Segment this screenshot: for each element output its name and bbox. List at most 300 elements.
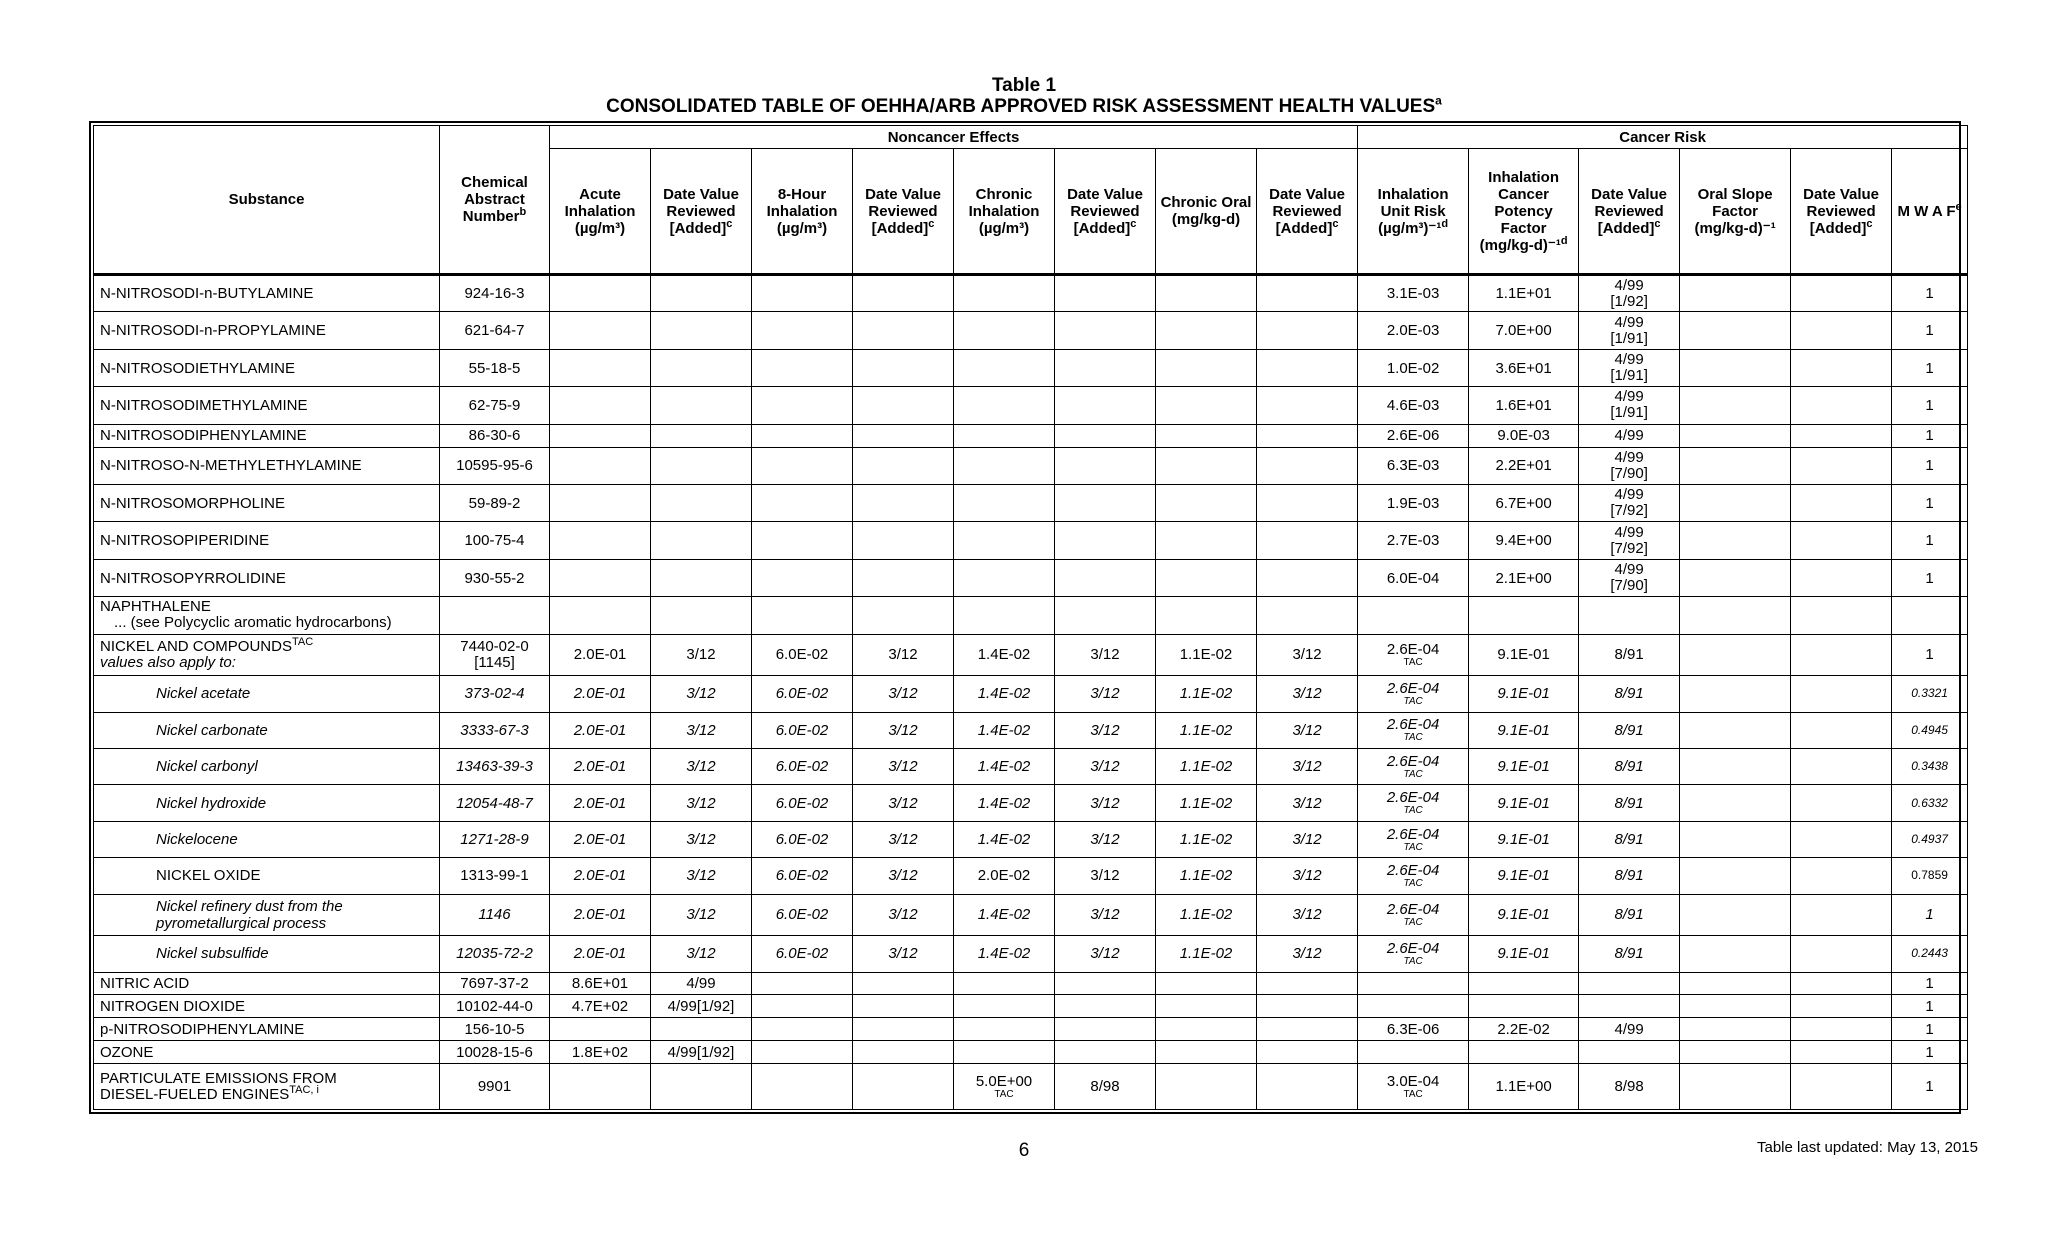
empty-cell bbox=[1791, 597, 1892, 634]
empty-cell bbox=[752, 484, 853, 521]
empty-cell bbox=[853, 1064, 954, 1110]
unit-risk bbox=[1358, 972, 1469, 995]
table-row bbox=[94, 676, 1968, 712]
empty-cell bbox=[651, 1064, 752, 1110]
acute-inhalation: 8.6E+01 bbox=[550, 972, 651, 995]
substance-name: p-NITROSODIPHENYLAMINE bbox=[94, 1018, 440, 1041]
table-row bbox=[94, 1064, 1968, 1110]
empty-cell bbox=[1156, 312, 1257, 349]
acute-inhalation bbox=[550, 1018, 651, 1041]
maf-value: 1 bbox=[1892, 312, 1968, 349]
empty-cell bbox=[752, 1041, 853, 1064]
empty-cell bbox=[954, 559, 1055, 596]
table-row bbox=[94, 597, 1968, 634]
empty-cell bbox=[1680, 821, 1791, 857]
date-reviewed: 3/12 bbox=[853, 785, 954, 821]
maf-value: 1 bbox=[1892, 1041, 1968, 1064]
empty-cell bbox=[954, 275, 1055, 312]
empty-cell bbox=[1680, 634, 1791, 676]
potency-factor: 2.2E+01 bbox=[1469, 447, 1579, 484]
empty-cell bbox=[651, 447, 752, 484]
empty-cell bbox=[752, 1018, 853, 1041]
unit-risk: 2.6E-04 TAC bbox=[1358, 858, 1469, 894]
empty-cell bbox=[1791, 349, 1892, 386]
maf-value: 1 bbox=[1892, 559, 1968, 596]
empty-cell bbox=[752, 597, 853, 634]
empty-cell bbox=[752, 424, 853, 447]
empty-cell bbox=[954, 972, 1055, 995]
date-reviewed: 3/12 bbox=[853, 749, 954, 785]
header-chronic-inhalation: Chronic Inhalation (µg/m³) bbox=[954, 149, 1055, 275]
table-row bbox=[94, 749, 1968, 785]
empty-cell bbox=[1156, 387, 1257, 424]
date-reviewed: 3/12 bbox=[1055, 712, 1156, 748]
substance-name: Nickel carbonate bbox=[94, 712, 440, 748]
date-reviewed: 3/12 bbox=[1257, 634, 1358, 676]
maf-value: 0.7859 bbox=[1892, 858, 1968, 894]
table-row bbox=[94, 387, 1968, 424]
hour8-inhalation: 6.0E-02 bbox=[752, 712, 853, 748]
empty-cell bbox=[1791, 424, 1892, 447]
empty-cell bbox=[1680, 712, 1791, 748]
maf-value: 1 bbox=[1892, 972, 1968, 995]
unit-risk: 2.0E-03 bbox=[1358, 312, 1469, 349]
empty-cell bbox=[1791, 1064, 1892, 1110]
cas-number: 156-10-5 bbox=[440, 1018, 550, 1041]
date-reviewed: 3/12 bbox=[853, 634, 954, 676]
maf-value: 0.6332 bbox=[1892, 785, 1968, 821]
substance-name: OZONE bbox=[94, 1041, 440, 1064]
cancer-date: 8/91 bbox=[1579, 676, 1680, 712]
empty-cell bbox=[1680, 995, 1791, 1018]
header-cas: Chemical Abstract Number$^b$ bbox=[440, 126, 550, 275]
date-reviewed: 3/12 bbox=[853, 676, 954, 712]
empty-cell bbox=[752, 312, 853, 349]
empty-cell bbox=[853, 522, 954, 559]
header-oral-slope: Oral Slope Factor (mg/kg-d)⁻¹ bbox=[1680, 149, 1791, 275]
empty-cell bbox=[1791, 894, 1892, 936]
cas-number: 10028-15-6 bbox=[440, 1041, 550, 1064]
cancer-date: 4/99 [7/90] bbox=[1579, 447, 1680, 484]
unit-risk: 2.6E-04 TAC bbox=[1358, 785, 1469, 821]
table-row bbox=[94, 484, 1968, 521]
empty-cell bbox=[954, 349, 1055, 386]
acute-inhalation: 2.0E-01 bbox=[550, 712, 651, 748]
substance-name: NICKEL AND $COMPOUNDS^{TAC}$ values also apply to: bbox=[94, 634, 440, 676]
date-reviewed: 3/12 bbox=[651, 821, 752, 857]
empty-cell bbox=[1156, 1041, 1257, 1064]
header-date-5: Date Value Reviewed [Added]$^c$ bbox=[1579, 149, 1680, 275]
header-unit-risk: Inhalation Unit Risk (µg/m³)⁻¹$^d$ bbox=[1358, 149, 1469, 275]
empty-cell bbox=[1791, 712, 1892, 748]
empty-cell bbox=[1680, 1041, 1791, 1064]
potency-factor: 9.0E-03 bbox=[1469, 424, 1579, 447]
cas-number: 10595-95-6 bbox=[440, 447, 550, 484]
empty-cell bbox=[1791, 275, 1892, 312]
empty-cell bbox=[1156, 559, 1257, 596]
unit-risk: 2.6E-04 TAC bbox=[1358, 712, 1469, 748]
date-reviewed: 3/12 bbox=[1257, 858, 1358, 894]
empty-cell bbox=[1791, 821, 1892, 857]
cas-number: 55-18-5 bbox=[440, 349, 550, 386]
potency-factor: 6.7E+00 bbox=[1469, 484, 1579, 521]
unit-risk: 1.9E-03 bbox=[1358, 484, 1469, 521]
empty-cell bbox=[1055, 484, 1156, 521]
empty-cell bbox=[1055, 275, 1156, 312]
date-reviewed: 3/12 bbox=[1055, 858, 1156, 894]
empty-cell bbox=[1156, 349, 1257, 386]
unit-risk: 6.0E-04 bbox=[1358, 559, 1469, 596]
cancer-date: 4/99 [7/90] bbox=[1579, 559, 1680, 596]
empty-cell bbox=[550, 275, 651, 312]
substance-name: N-NITROSOMORPHOLINE bbox=[94, 484, 440, 521]
acute-inhalation: 2.0E-01 bbox=[550, 936, 651, 972]
cas-number: 1146 bbox=[440, 894, 550, 936]
hour8-inhalation: 6.0E-02 bbox=[752, 894, 853, 936]
empty-cell bbox=[1680, 676, 1791, 712]
cancer-date: 8/91 bbox=[1579, 858, 1680, 894]
empty-cell bbox=[1156, 447, 1257, 484]
substance-name: N-NITROSOPYRROLIDINE bbox=[94, 559, 440, 596]
table-row bbox=[94, 275, 1968, 312]
cas-number: 930-55-2 bbox=[440, 559, 550, 596]
table-row bbox=[94, 972, 1968, 995]
group-noncancer: Noncancer Effects bbox=[550, 126, 1358, 149]
empty-cell bbox=[1257, 312, 1358, 349]
date-reviewed: 3/12 bbox=[651, 749, 752, 785]
empty-cell bbox=[1055, 1041, 1156, 1064]
maf-value: 0.4945 bbox=[1892, 712, 1968, 748]
substance-name: Nickel acetate bbox=[94, 676, 440, 712]
maf-value: 1 bbox=[1892, 1064, 1968, 1110]
chronic-oral: 1.1E-02 bbox=[1156, 634, 1257, 676]
chronic-oral: 1.1E-02 bbox=[1156, 858, 1257, 894]
header-8hour: 8-Hour Inhalation (µg/m³) bbox=[752, 149, 853, 275]
unit-risk: 2.7E-03 bbox=[1358, 522, 1469, 559]
substance-name: N-NITROSOPIPERIDINE bbox=[94, 522, 440, 559]
date-reviewed: 4/99[1/92] bbox=[651, 995, 752, 1018]
cancer-date: 4/99 [7/92] bbox=[1579, 484, 1680, 521]
potency-factor: 9.1E-01 bbox=[1469, 858, 1579, 894]
empty-cell bbox=[1469, 597, 1579, 634]
empty-cell bbox=[1055, 995, 1156, 1018]
unit-risk: 2.6E-06 bbox=[1358, 424, 1469, 447]
date-reviewed: 4/99 bbox=[651, 972, 752, 995]
header-date-3: Date Value Reviewed [Added]$^c$ bbox=[1055, 149, 1156, 275]
empty-cell bbox=[853, 484, 954, 521]
table-row bbox=[94, 858, 1968, 894]
empty-cell bbox=[1156, 1018, 1257, 1041]
maf-value: 1 bbox=[1892, 1018, 1968, 1041]
empty-cell bbox=[1791, 559, 1892, 596]
chronic-oral: 1.1E-02 bbox=[1156, 936, 1257, 972]
cas-number: 924-16-3 bbox=[440, 275, 550, 312]
cancer-date: 8/91 bbox=[1579, 821, 1680, 857]
chronic-inhalation: 1.4E-02 bbox=[954, 785, 1055, 821]
date-reviewed: 3/12 bbox=[651, 858, 752, 894]
potency-factor: 9.1E-01 bbox=[1469, 821, 1579, 857]
empty-cell bbox=[1680, 387, 1791, 424]
empty-cell bbox=[1257, 387, 1358, 424]
empty-cell bbox=[1680, 785, 1791, 821]
cancer-date: 4/99 [1/91] bbox=[1579, 349, 1680, 386]
empty-cell bbox=[651, 275, 752, 312]
header-potency: Inhalation Cancer Potency Factor (mg/kg-d)⁻¹$^d$ bbox=[1469, 149, 1579, 275]
chronic-oral: 1.1E-02 bbox=[1156, 712, 1257, 748]
last-updated: Table last updated: May 13, 2015 bbox=[1757, 1139, 1978, 1156]
empty-cell bbox=[1791, 972, 1892, 995]
cancer-date: 8/91 bbox=[1579, 749, 1680, 785]
cas-number: 62-75-9 bbox=[440, 387, 550, 424]
cas-number: 12035-72-2 bbox=[440, 936, 550, 972]
cas-number: 86-30-6 bbox=[440, 424, 550, 447]
header-date-6: Date Value Reviewed [Added]$^c$ bbox=[1791, 149, 1892, 275]
empty-cell bbox=[752, 387, 853, 424]
unit-risk: 2.6E-04 TAC bbox=[1358, 634, 1469, 676]
cas-number: 10102-44-0 bbox=[440, 995, 550, 1018]
empty-cell bbox=[1791, 785, 1892, 821]
chronic-inhalation: 1.4E-02 bbox=[954, 676, 1055, 712]
empty-cell bbox=[1257, 275, 1358, 312]
cancer-date: 8/91 bbox=[1579, 936, 1680, 972]
empty-cell bbox=[651, 484, 752, 521]
empty-cell bbox=[954, 312, 1055, 349]
hour8-inhalation: 6.0E-02 bbox=[752, 821, 853, 857]
empty-cell bbox=[1257, 597, 1358, 634]
unit-risk bbox=[1358, 1041, 1469, 1064]
cas-number: 373-02-4 bbox=[440, 676, 550, 712]
empty-cell bbox=[651, 312, 752, 349]
maf-value: 1 bbox=[1892, 387, 1968, 424]
empty-cell bbox=[550, 387, 651, 424]
empty-cell bbox=[1156, 995, 1257, 1018]
table-row bbox=[94, 1041, 1968, 1064]
empty-cell bbox=[550, 349, 651, 386]
date-reviewed: 3/12 bbox=[1055, 749, 1156, 785]
cancer-date: 8/91 bbox=[1579, 712, 1680, 748]
empty-cell bbox=[1680, 484, 1791, 521]
unit-risk: 4.6E-03 bbox=[1358, 387, 1469, 424]
empty-cell bbox=[752, 349, 853, 386]
empty-cell bbox=[1156, 484, 1257, 521]
date-reviewed: 3/12 bbox=[1055, 676, 1156, 712]
unit-risk: 3.1E-03 bbox=[1358, 275, 1469, 312]
table-body bbox=[94, 275, 1968, 1110]
unit-risk: 2.6E-04 TAC bbox=[1358, 749, 1469, 785]
table-row bbox=[94, 712, 1968, 748]
empty-cell bbox=[1791, 484, 1892, 521]
empty-cell bbox=[853, 387, 954, 424]
chronic-inhalation: 2.0E-02 bbox=[954, 858, 1055, 894]
cas-number: 7697-37-2 bbox=[440, 972, 550, 995]
table-subtitle: CONSOLIDATED TABLE OF OEHHA/ARB APPROVED RISK ASSESSMENT HEALTH VALUES$^a$ bbox=[606, 93, 1442, 117]
cancer-date: 4/99 [1/91] bbox=[1579, 312, 1680, 349]
empty-cell bbox=[1156, 597, 1257, 634]
potency-factor: 9.1E-01 bbox=[1469, 749, 1579, 785]
empty-cell bbox=[550, 522, 651, 559]
empty-cell bbox=[1680, 559, 1791, 596]
potency-factor: 9.1E-01 bbox=[1469, 634, 1579, 676]
empty-cell bbox=[954, 424, 1055, 447]
table-row bbox=[94, 894, 1968, 936]
unit-risk: 1.0E-02 bbox=[1358, 349, 1469, 386]
empty-cell bbox=[1791, 522, 1892, 559]
empty-cell bbox=[550, 484, 651, 521]
potency-factor bbox=[1469, 995, 1579, 1018]
cas-number: 1271-28-9 bbox=[440, 821, 550, 857]
empty-cell bbox=[853, 597, 954, 634]
date-reviewed: 3/12 bbox=[1257, 712, 1358, 748]
maf-value: 1 bbox=[1892, 349, 1968, 386]
date-reviewed: 3/12 bbox=[1257, 936, 1358, 972]
cancer-date: 4/99 [1/92] bbox=[1579, 275, 1680, 312]
empty-cell bbox=[853, 995, 954, 1018]
substance-name: PARTICULATE EMISSIONS FROM DIESEL-FUELED $ENGINES^{TAC, i}$ bbox=[94, 1064, 440, 1110]
empty-cell bbox=[1358, 597, 1469, 634]
chronic-oral: 1.1E-02 bbox=[1156, 894, 1257, 936]
empty-cell bbox=[1791, 676, 1892, 712]
empty-cell bbox=[1257, 484, 1358, 521]
table-row bbox=[94, 634, 1968, 676]
empty-cell bbox=[550, 597, 651, 634]
cancer-date: 8/91 bbox=[1579, 634, 1680, 676]
unit-risk bbox=[1358, 995, 1469, 1018]
maf-value: 1 bbox=[1892, 995, 1968, 1018]
cancer-date: 4/99 [7/92] bbox=[1579, 522, 1680, 559]
cancer-date: 8/91 bbox=[1579, 894, 1680, 936]
empty-cell bbox=[954, 1041, 1055, 1064]
date-reviewed: 3/12 bbox=[1257, 821, 1358, 857]
chronic-oral: 1.1E-02 bbox=[1156, 785, 1257, 821]
chronic-oral: 1.1E-02 bbox=[1156, 821, 1257, 857]
date-reviewed: 3/12 bbox=[1257, 749, 1358, 785]
empty-cell bbox=[853, 1018, 954, 1041]
cas-number: 13463-39-3 bbox=[440, 749, 550, 785]
chronic-inhalation: 1.4E-02 bbox=[954, 749, 1055, 785]
empty-cell bbox=[651, 559, 752, 596]
empty-cell bbox=[853, 349, 954, 386]
header-maf: M W A $F^e$ bbox=[1892, 149, 1968, 275]
substance-name: N-NITROSODIETHYLAMINE bbox=[94, 349, 440, 386]
unit-risk: 2.6E-04 TAC bbox=[1358, 894, 1469, 936]
unit-risk: 6.3E-06 bbox=[1358, 1018, 1469, 1041]
header-date-2: Date Value Reviewed [Added]$^c$ bbox=[853, 149, 954, 275]
date-reviewed: 3/12 bbox=[651, 634, 752, 676]
date-reviewed: 3/12 bbox=[651, 676, 752, 712]
substance-name: Nickel subsulfide bbox=[94, 936, 440, 972]
empty-cell bbox=[1680, 424, 1791, 447]
chronic-inhalation: 1.4E-02 bbox=[954, 821, 1055, 857]
table-row bbox=[94, 424, 1968, 447]
cas-number: 1313-99-1 bbox=[440, 858, 550, 894]
unit-risk: 2.6E-04 TAC bbox=[1358, 936, 1469, 972]
table-row bbox=[94, 522, 1968, 559]
date-reviewed: 3/12 bbox=[1055, 894, 1156, 936]
empty-cell bbox=[853, 559, 954, 596]
empty-cell bbox=[1055, 972, 1156, 995]
acute-inhalation: 2.0E-01 bbox=[550, 676, 651, 712]
empty-cell bbox=[1257, 1018, 1358, 1041]
cas-number: 12054-48-7 bbox=[440, 785, 550, 821]
empty-cell bbox=[1791, 1018, 1892, 1041]
chronic-inhalation: 1.4E-02 bbox=[954, 936, 1055, 972]
potency-factor: 3.6E+01 bbox=[1469, 349, 1579, 386]
header-date-4: Date Value Reviewed [Added]$^c$ bbox=[1257, 149, 1358, 275]
empty-cell bbox=[853, 424, 954, 447]
cancer-date: 4/99 bbox=[1579, 1018, 1680, 1041]
empty-cell bbox=[550, 1064, 651, 1110]
date-reviewed bbox=[651, 1018, 752, 1041]
date-reviewed: 3/12 bbox=[651, 936, 752, 972]
header-date-1: Date Value Reviewed [Added]$^c$ bbox=[651, 149, 752, 275]
empty-cell bbox=[752, 447, 853, 484]
chronic-inhalation: 1.4E-02 bbox=[954, 712, 1055, 748]
empty-cell bbox=[1680, 749, 1791, 785]
empty-cell bbox=[1055, 387, 1156, 424]
empty-cell bbox=[954, 387, 1055, 424]
empty-cell bbox=[1156, 275, 1257, 312]
empty-cell bbox=[651, 424, 752, 447]
maf-value: 0.2443 bbox=[1892, 936, 1968, 972]
substance-name: Nickelocene bbox=[94, 821, 440, 857]
acute-inhalation: 2.0E-01 bbox=[550, 821, 651, 857]
empty-cell bbox=[1055, 597, 1156, 634]
empty-cell bbox=[1680, 447, 1791, 484]
empty-cell bbox=[1680, 312, 1791, 349]
empty-cell bbox=[1055, 447, 1156, 484]
cas-number: 59-89-2 bbox=[440, 484, 550, 521]
date-reviewed: 3/12 bbox=[1055, 634, 1156, 676]
potency-factor: 9.1E-01 bbox=[1469, 676, 1579, 712]
acute-inhalation: 4.7E+02 bbox=[550, 995, 651, 1018]
empty-cell bbox=[1791, 387, 1892, 424]
table-row bbox=[94, 447, 1968, 484]
empty-cell bbox=[1055, 1018, 1156, 1041]
potency-factor: 1.1E+00 bbox=[1469, 1064, 1579, 1110]
table-row bbox=[94, 936, 1968, 972]
empty-cell bbox=[752, 522, 853, 559]
table-row bbox=[94, 559, 1968, 596]
empty-cell bbox=[954, 1018, 1055, 1041]
empty-cell bbox=[1791, 312, 1892, 349]
empty-cell bbox=[954, 597, 1055, 634]
hour8-inhalation: 6.0E-02 bbox=[752, 936, 853, 972]
empty-cell bbox=[1680, 894, 1791, 936]
empty-cell bbox=[1257, 424, 1358, 447]
potency-factor: 7.0E+00 bbox=[1469, 312, 1579, 349]
date-reviewed: 3/12 bbox=[651, 894, 752, 936]
empty-cell bbox=[1579, 597, 1680, 634]
empty-cell bbox=[1791, 749, 1892, 785]
empty-cell bbox=[1257, 522, 1358, 559]
empty-cell bbox=[1156, 1064, 1257, 1110]
date-reviewed: 4/99[1/92] bbox=[651, 1041, 752, 1064]
empty-cell bbox=[651, 387, 752, 424]
substance-name: NITRIC ACID bbox=[94, 972, 440, 995]
empty-cell bbox=[1055, 522, 1156, 559]
empty-cell bbox=[752, 1064, 853, 1110]
substance-name: NICKEL OXIDE bbox=[94, 858, 440, 894]
empty-cell bbox=[752, 559, 853, 596]
table-row bbox=[94, 1018, 1968, 1041]
empty-cell bbox=[853, 972, 954, 995]
table-row bbox=[94, 821, 1968, 857]
hour8-inhalation: 6.0E-02 bbox=[752, 749, 853, 785]
empty-cell bbox=[651, 597, 752, 634]
potency-factor: 9.1E-01 bbox=[1469, 894, 1579, 936]
table-row bbox=[94, 785, 1968, 821]
unit-risk: 2.6E-04 TAC bbox=[1358, 821, 1469, 857]
